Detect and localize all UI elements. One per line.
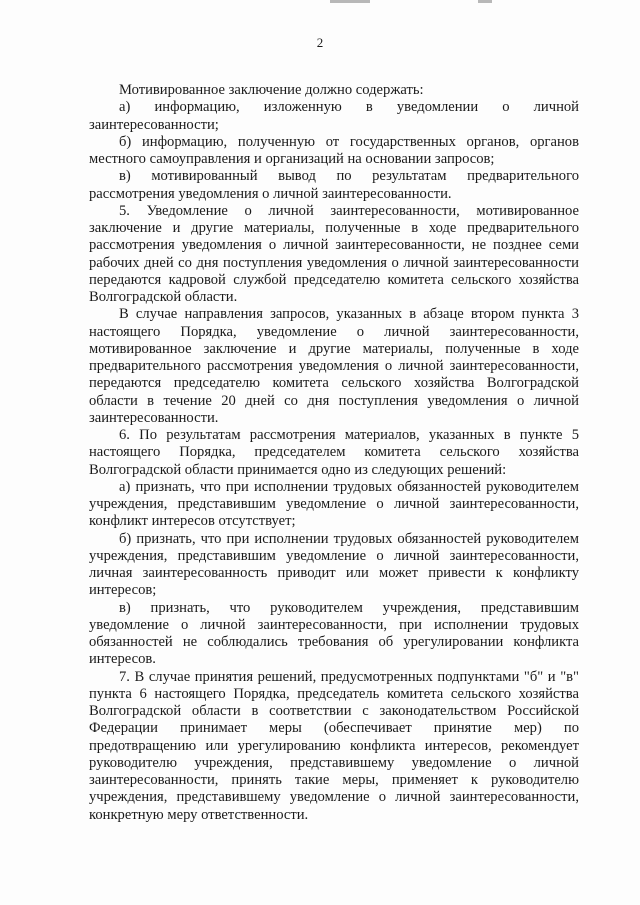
paragraph-decision-v: в) признать, что руководителем учреждения, представившим уведомление о личной заинтересованности, при исполнении трудовых обязанностей не соблюдались требования об урегулировании конфликта интересов. [89, 599, 579, 668]
document-body [89, 82, 579, 824]
paragraph-decision-b: б) признать, что при исполнении трудовых обязанностей руководителем учреждения, представившим уведомление о личной заинтересованности, личная заинтересованность приводит или может привести к конфликту интересов; [89, 530, 579, 599]
paragraph-intro: Мотивированное заключение должно содержать: [119, 82, 424, 98]
paragraph-item-v: в) мотивированный вывод по результатам предварительного рассмотрения уведомления о личной заинтересованности. [89, 168, 579, 202]
paragraph-section-5-requests: В случае направления запросов, указанных в абзаце втором пункта 3 настоящего Порядка, уведомление о личной заинтересованности, мотивированное заключение и другие материалы, полученные в ходе предварительного рассмотрения уведомления о личной заинтересованности, передаются председателю комитета сельского хозяйства Волгоградской области в течение 20 дней со дня поступления уведомления о личной заинтересованности. [89, 306, 579, 426]
paragraph-section-6: 6. По результатам рассмотрения материалов, указанных в пункте 5 настоящего Порядка, председателем комитета сельского хозяйства Волгоградской области принимается одно из следующих решений: [89, 427, 579, 478]
paragraph-section-7: 7. В случае принятия решений, предусмотренных подпунктами "б" и "в" пункта 6 настоящего Порядка, председатель комитета сельского хозяйства Волгоградской области в соответствии с законодательством Российской Федерации принимает меры (обеспечивает принятие мер) по предотвращению или урегулированию конфликта интересов, рекомендует руководителю учреждения, представившему уведомление о личной заинтересованности, принять такие меры, применяет к руководителю учреждения, представившему уведомление о личной заинтересованности, конкретную меру ответственности. [89, 668, 579, 823]
paragraph-item-a: а) информацию, изложенную в уведомлении о личной заинтересованности; [89, 99, 579, 133]
paragraph-section-5: 5. Уведомление о личной заинтересованности, мотивированное заключение и другие материалы, полученные в ходе предварительного рассмотрения уведомления о личной заинтересованности, не позднее семи рабочих дней со дня поступления уведомления о личной заинтересованности передаются кадровой службой председателю комитета сельского хозяйства Волгоградской области. [89, 202, 579, 305]
paragraph-decision-a: а) признать, что при исполнении трудовых обязанностей руководителем учреждения, представившим уведомление о личной заинтересованности, конфликт интересов отсутствует; [89, 478, 579, 530]
paragraph-item-b: б) информацию, полученную от государственных органов, органов местного самоуправления и организаций на основании запросов; [89, 133, 579, 167]
scan-artifact [478, 0, 492, 3]
page-number: 2 [316, 35, 324, 50]
scan-artifact [330, 0, 370, 3]
